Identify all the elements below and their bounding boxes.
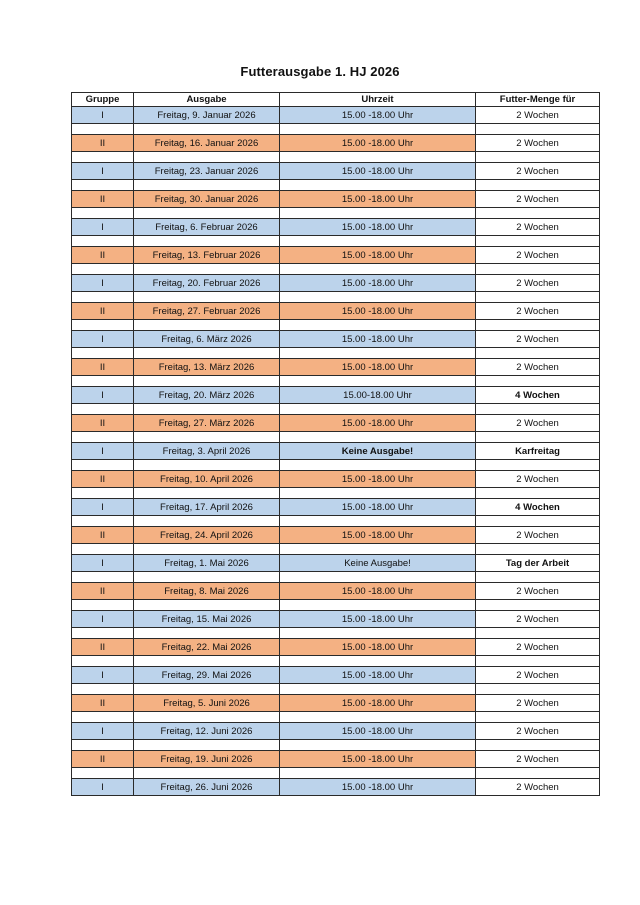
uhrzeit-cell: 15.00 -18.00 Uhr: [280, 723, 476, 740]
spacer-cell: [476, 544, 600, 555]
table-row: [72, 471, 600, 488]
uhrzeit-cell: 15.00-18.00 Uhr: [280, 387, 476, 404]
futter-menge-cell: 2 Wochen: [476, 639, 600, 656]
spacer-row: [72, 572, 600, 583]
spacer-cell: [476, 488, 600, 499]
uhrzeit-cell: 15.00 -18.00 Uhr: [280, 247, 476, 264]
header-futter-menge: Futter-Menge für: [476, 93, 600, 107]
spacer-cell: [72, 656, 134, 667]
spacer-row: [72, 684, 600, 695]
spacer-cell: [476, 516, 600, 527]
ausgabe-cell: Freitag, 5. Juni 2026: [134, 695, 280, 712]
futter-menge-cell: 2 Wochen: [476, 527, 600, 544]
spacer-row: [72, 376, 600, 387]
gruppe-cell: II: [72, 247, 134, 264]
table-row: [72, 611, 600, 628]
spacer-cell: [134, 376, 280, 387]
uhrzeit-cell: 15.00 -18.00 Uhr: [280, 527, 476, 544]
spacer-cell: [476, 236, 600, 247]
table-row: [72, 247, 600, 264]
gruppe-cell: II: [72, 695, 134, 712]
spacer-cell: [280, 712, 476, 723]
gruppe-cell: I: [72, 723, 134, 740]
futter-menge-cell: 2 Wochen: [476, 135, 600, 152]
futter-menge-cell: 2 Wochen: [476, 303, 600, 320]
ausgabe-cell: Freitag, 8. Mai 2026: [134, 583, 280, 600]
table-row: [72, 555, 600, 572]
spacer-cell: [476, 628, 600, 639]
ausgabe-cell: Freitag, 29. Mai 2026: [134, 667, 280, 684]
spacer-cell: [134, 124, 280, 135]
futter-menge-cell: 2 Wochen: [476, 779, 600, 796]
futter-menge-cell: 2 Wochen: [476, 611, 600, 628]
spacer-cell: [72, 684, 134, 695]
spacer-cell: [72, 292, 134, 303]
uhrzeit-cell: 15.00 -18.00 Uhr: [280, 751, 476, 768]
table-row: [72, 107, 600, 124]
spacer-row: [72, 404, 600, 415]
spacer-row: [72, 152, 600, 163]
uhrzeit-cell: Keine Ausgabe!: [280, 443, 476, 460]
spacer-cell: [72, 124, 134, 135]
spacer-row: [72, 124, 600, 135]
spacer-cell: [280, 152, 476, 163]
table-row: [72, 751, 600, 768]
ausgabe-cell: Freitag, 27. März 2026: [134, 415, 280, 432]
spacer-cell: [134, 320, 280, 331]
uhrzeit-cell: 15.00 -18.00 Uhr: [280, 359, 476, 376]
gruppe-cell: II: [72, 415, 134, 432]
spacer-cell: [72, 404, 134, 415]
uhrzeit-cell: 15.00 -18.00 Uhr: [280, 219, 476, 236]
header-ausgabe: Ausgabe: [134, 93, 280, 107]
spacer-cell: [134, 740, 280, 751]
spacer-cell: [72, 488, 134, 499]
header-gruppe: Gruppe: [72, 93, 134, 107]
ausgabe-cell: Freitag, 30. Januar 2026: [134, 191, 280, 208]
spacer-cell: [134, 656, 280, 667]
spacer-cell: [280, 656, 476, 667]
spacer-cell: [72, 264, 134, 275]
ausgabe-cell: Freitag, 15. Mai 2026: [134, 611, 280, 628]
spacer-cell: [72, 628, 134, 639]
spacer-cell: [134, 208, 280, 219]
ausgabe-cell: Freitag, 26. Juni 2026: [134, 779, 280, 796]
spacer-cell: [476, 656, 600, 667]
spacer-cell: [280, 264, 476, 275]
futter-menge-cell: 2 Wochen: [476, 667, 600, 684]
uhrzeit-cell: 15.00 -18.00 Uhr: [280, 695, 476, 712]
spacer-cell: [476, 712, 600, 723]
futter-menge-cell: 2 Wochen: [476, 583, 600, 600]
spacer-row: [72, 600, 600, 611]
spacer-row: [72, 628, 600, 639]
gruppe-cell: II: [72, 639, 134, 656]
spacer-cell: [134, 292, 280, 303]
spacer-row: [72, 544, 600, 555]
ausgabe-cell: Freitag, 17. April 2026: [134, 499, 280, 516]
uhrzeit-cell: 15.00 -18.00 Uhr: [280, 611, 476, 628]
ausgabe-cell: Freitag, 23. Januar 2026: [134, 163, 280, 180]
uhrzeit-cell: 15.00 -18.00 Uhr: [280, 135, 476, 152]
gruppe-cell: I: [72, 611, 134, 628]
spacer-cell: [476, 320, 600, 331]
spacer-row: [72, 236, 600, 247]
table-row: [72, 667, 600, 684]
uhrzeit-cell: 15.00 -18.00 Uhr: [280, 779, 476, 796]
schedule-body: [72, 107, 600, 796]
spacer-cell: [280, 544, 476, 555]
ausgabe-cell: Freitag, 9. Januar 2026: [134, 107, 280, 124]
spacer-cell: [280, 684, 476, 695]
ausgabe-cell: Freitag, 20. März 2026: [134, 387, 280, 404]
gruppe-cell: I: [72, 387, 134, 404]
spacer-cell: [72, 180, 134, 191]
spacer-row: [72, 740, 600, 751]
ausgabe-cell: Freitag, 16. Januar 2026: [134, 135, 280, 152]
uhrzeit-cell: 15.00 -18.00 Uhr: [280, 275, 476, 292]
table-row: [72, 695, 600, 712]
spacer-row: [72, 768, 600, 779]
uhrzeit-cell: 15.00 -18.00 Uhr: [280, 163, 476, 180]
header-row: [72, 93, 600, 107]
spacer-cell: [280, 236, 476, 247]
spacer-cell: [134, 572, 280, 583]
gruppe-cell: I: [72, 443, 134, 460]
futter-menge-cell: 2 Wochen: [476, 471, 600, 488]
spacer-cell: [134, 404, 280, 415]
futter-menge-cell: 4 Wochen: [476, 499, 600, 516]
gruppe-cell: I: [72, 219, 134, 236]
spacer-cell: [72, 572, 134, 583]
spacer-cell: [280, 432, 476, 443]
uhrzeit-cell: 15.00 -18.00 Uhr: [280, 331, 476, 348]
table-row: [72, 303, 600, 320]
spacer-cell: [72, 320, 134, 331]
spacer-cell: [280, 348, 476, 359]
futter-menge-cell: 2 Wochen: [476, 723, 600, 740]
futter-menge-cell: 2 Wochen: [476, 219, 600, 236]
spacer-cell: [476, 768, 600, 779]
table-row: [72, 415, 600, 432]
futter-menge-cell: Tag der Arbeit: [476, 555, 600, 572]
table-row: [72, 639, 600, 656]
spacer-cell: [134, 516, 280, 527]
spacer-cell: [280, 740, 476, 751]
spacer-cell: [72, 432, 134, 443]
table-row: [72, 723, 600, 740]
ausgabe-cell: Freitag, 19. Juni 2026: [134, 751, 280, 768]
spacer-cell: [280, 488, 476, 499]
table-row: [72, 359, 600, 376]
spacer-cell: [134, 488, 280, 499]
spacer-cell: [280, 572, 476, 583]
spacer-cell: [476, 572, 600, 583]
spacer-cell: [280, 208, 476, 219]
spacer-cell: [72, 348, 134, 359]
spacer-cell: [134, 684, 280, 695]
gruppe-cell: II: [72, 191, 134, 208]
spacer-cell: [134, 544, 280, 555]
ausgabe-cell: Freitag, 27. Februar 2026: [134, 303, 280, 320]
spacer-cell: [280, 180, 476, 191]
table-row: [72, 275, 600, 292]
spacer-cell: [280, 628, 476, 639]
uhrzeit-cell: 15.00 -18.00 Uhr: [280, 107, 476, 124]
ausgabe-cell: Freitag, 24. April 2026: [134, 527, 280, 544]
uhrzeit-cell: 15.00 -18.00 Uhr: [280, 639, 476, 656]
ausgabe-cell: Freitag, 13. Februar 2026: [134, 247, 280, 264]
spacer-cell: [134, 768, 280, 779]
spacer-cell: [476, 376, 600, 387]
ausgabe-cell: Freitag, 22. Mai 2026: [134, 639, 280, 656]
ausgabe-cell: Freitag, 6. Februar 2026: [134, 219, 280, 236]
futter-menge-cell: 2 Wochen: [476, 107, 600, 124]
spacer-cell: [476, 600, 600, 611]
spacer-row: [72, 320, 600, 331]
gruppe-cell: I: [72, 107, 134, 124]
ausgabe-cell: Freitag, 20. Februar 2026: [134, 275, 280, 292]
gruppe-cell: I: [72, 331, 134, 348]
spacer-cell: [280, 600, 476, 611]
uhrzeit-cell: Keine Ausgabe!: [280, 555, 476, 572]
spacer-cell: [280, 320, 476, 331]
spacer-cell: [72, 768, 134, 779]
table-row: [72, 163, 600, 180]
gruppe-cell: II: [72, 527, 134, 544]
uhrzeit-cell: 15.00 -18.00 Uhr: [280, 583, 476, 600]
spacer-cell: [476, 264, 600, 275]
futter-menge-cell: 4 Wochen: [476, 387, 600, 404]
spacer-cell: [72, 208, 134, 219]
table-row: [72, 191, 600, 208]
ausgabe-cell: Freitag, 6. März 2026: [134, 331, 280, 348]
table-row: [72, 527, 600, 544]
futter-menge-cell: 2 Wochen: [476, 695, 600, 712]
spacer-cell: [134, 264, 280, 275]
gruppe-cell: II: [72, 583, 134, 600]
spacer-cell: [476, 460, 600, 471]
gruppe-cell: II: [72, 471, 134, 488]
spacer-row: [72, 656, 600, 667]
ausgabe-cell: Freitag, 1. Mai 2026: [134, 555, 280, 572]
ausgabe-cell: Freitag, 3. April 2026: [134, 443, 280, 460]
gruppe-cell: I: [72, 667, 134, 684]
futter-menge-cell: 2 Wochen: [476, 359, 600, 376]
spacer-cell: [134, 432, 280, 443]
gruppe-cell: II: [72, 135, 134, 152]
spacer-cell: [134, 460, 280, 471]
spacer-row: [72, 488, 600, 499]
spacer-cell: [134, 348, 280, 359]
table-row: [72, 499, 600, 516]
page-title: Futterausgabe 1. HJ 2026: [240, 64, 400, 79]
uhrzeit-cell: 15.00 -18.00 Uhr: [280, 191, 476, 208]
futter-menge-cell: Karfreitag: [476, 443, 600, 460]
spacer-cell: [476, 432, 600, 443]
spacer-cell: [476, 180, 600, 191]
spacer-cell: [280, 404, 476, 415]
spacer-cell: [72, 740, 134, 751]
spacer-cell: [476, 292, 600, 303]
spacer-cell: [476, 208, 600, 219]
table-row: [72, 331, 600, 348]
ausgabe-cell: Freitag, 10. April 2026: [134, 471, 280, 488]
gruppe-cell: I: [72, 499, 134, 516]
spacer-row: [72, 264, 600, 275]
spacer-cell: [476, 404, 600, 415]
spacer-cell: [280, 292, 476, 303]
table-row: [72, 779, 600, 796]
futter-menge-cell: 2 Wochen: [476, 191, 600, 208]
table-row: [72, 387, 600, 404]
gruppe-cell: I: [72, 779, 134, 796]
futter-menge-cell: 2 Wochen: [476, 751, 600, 768]
header-uhrzeit: Uhrzeit: [280, 93, 476, 107]
spacer-cell: [134, 712, 280, 723]
gruppe-cell: II: [72, 751, 134, 768]
spacer-row: [72, 460, 600, 471]
spacer-cell: [72, 600, 134, 611]
uhrzeit-cell: 15.00 -18.00 Uhr: [280, 667, 476, 684]
uhrzeit-cell: 15.00 -18.00 Uhr: [280, 471, 476, 488]
futter-menge-cell: 2 Wochen: [476, 415, 600, 432]
spacer-cell: [134, 600, 280, 611]
spacer-cell: [72, 516, 134, 527]
ausgabe-cell: Freitag, 13. März 2026: [134, 359, 280, 376]
futter-menge-cell: 2 Wochen: [476, 331, 600, 348]
spacer-cell: [476, 152, 600, 163]
ausgabe-cell: Freitag, 12. Juni 2026: [134, 723, 280, 740]
spacer-cell: [280, 768, 476, 779]
spacer-cell: [476, 684, 600, 695]
spacer-cell: [280, 376, 476, 387]
spacer-cell: [280, 124, 476, 135]
futter-menge-cell: 2 Wochen: [476, 275, 600, 292]
futter-menge-cell: 2 Wochen: [476, 163, 600, 180]
gruppe-cell: II: [72, 303, 134, 320]
spacer-row: [72, 516, 600, 527]
spacer-cell: [134, 628, 280, 639]
gruppe-cell: II: [72, 359, 134, 376]
futter-menge-cell: 2 Wochen: [476, 247, 600, 264]
spacer-row: [72, 180, 600, 191]
spacer-cell: [476, 124, 600, 135]
gruppe-cell: I: [72, 555, 134, 572]
gruppe-cell: I: [72, 163, 134, 180]
table-row: [72, 135, 600, 152]
spacer-row: [72, 292, 600, 303]
spacer-cell: [72, 152, 134, 163]
table-row: [72, 443, 600, 460]
uhrzeit-cell: 15.00 -18.00 Uhr: [280, 499, 476, 516]
spacer-cell: [72, 712, 134, 723]
spacer-cell: [72, 236, 134, 247]
spacer-cell: [134, 152, 280, 163]
spacer-cell: [134, 180, 280, 191]
table-row: [72, 583, 600, 600]
spacer-row: [72, 712, 600, 723]
uhrzeit-cell: 15.00 -18.00 Uhr: [280, 303, 476, 320]
spacer-row: [72, 432, 600, 443]
spacer-cell: [476, 740, 600, 751]
spacer-cell: [72, 544, 134, 555]
spacer-cell: [280, 460, 476, 471]
spacer-cell: [72, 376, 134, 387]
spacer-cell: [134, 236, 280, 247]
uhrzeit-cell: 15.00 -18.00 Uhr: [280, 415, 476, 432]
spacer-cell: [476, 348, 600, 359]
spacer-cell: [280, 516, 476, 527]
spacer-row: [72, 208, 600, 219]
gruppe-cell: I: [72, 275, 134, 292]
schedule-table: [71, 92, 600, 796]
table-row: [72, 219, 600, 236]
spacer-cell: [72, 460, 134, 471]
spacer-row: [72, 348, 600, 359]
